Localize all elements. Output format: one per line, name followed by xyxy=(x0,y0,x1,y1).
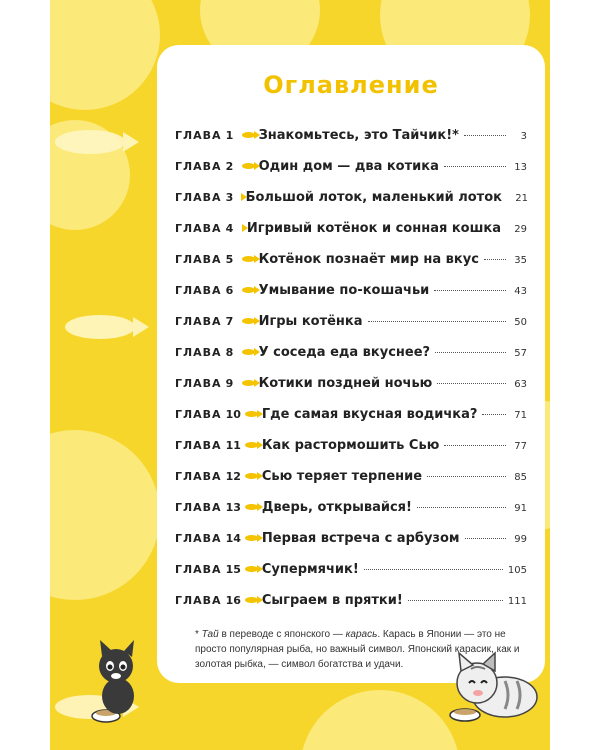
toc-entry[interactable] xyxy=(175,562,527,593)
dot-leader xyxy=(465,537,506,539)
chapter-title: Супермячик! xyxy=(261,562,359,577)
chapter-title: Котики поздней ночью xyxy=(258,376,433,391)
toc-entry[interactable] xyxy=(175,128,527,159)
toc-entry[interactable] xyxy=(175,500,527,531)
toc-list xyxy=(175,128,527,624)
chapter-label: ГЛАВА xyxy=(175,563,222,576)
chapter-number: 14 xyxy=(225,532,241,545)
toc-entry[interactable] xyxy=(175,283,527,314)
toc-entry[interactable] xyxy=(175,314,527,345)
chapter-label: ГЛАВА xyxy=(175,222,222,235)
page-number: 35 xyxy=(514,255,527,266)
fish-icon xyxy=(245,504,258,510)
chapter-number: 4 xyxy=(225,222,234,235)
fish-icon xyxy=(242,318,255,324)
decor-bubble xyxy=(50,0,160,110)
chapter-title: Сыграем в прятки! xyxy=(261,593,403,608)
chapter-number: 16 xyxy=(225,594,241,607)
footnote-text: . Карась в Японии — это не просто популярная рыба, но важный символ. Японский карасик, как и золотая рыбка, — символ богатства и удачи. xyxy=(195,629,520,670)
chapter-label: ГЛАВА xyxy=(175,408,222,421)
chapter-number: 13 xyxy=(225,501,241,514)
toc-entry[interactable] xyxy=(175,593,527,624)
grey-cat-illustration xyxy=(435,645,545,725)
chapter-label: ГЛАВА xyxy=(175,315,222,328)
chapter-title: Умывание по-кошачьи xyxy=(258,283,430,298)
chapter-title: Как растормошить Сью xyxy=(261,438,440,453)
dot-leader xyxy=(368,320,506,322)
fish-icon xyxy=(242,287,255,293)
dot-leader xyxy=(408,599,503,601)
fish-icon xyxy=(242,380,255,386)
chapter-number: 15 xyxy=(225,563,241,576)
footnote-star: * xyxy=(195,629,202,640)
toc-entry[interactable] xyxy=(175,252,527,283)
chapter-number: 8 xyxy=(225,346,234,359)
dot-leader xyxy=(444,444,506,446)
page-number: 63 xyxy=(514,379,527,390)
chapter-label: ГЛАВА xyxy=(175,160,222,173)
dot-leader xyxy=(464,134,506,136)
page-number: 105 xyxy=(507,565,527,576)
page-number: 85 xyxy=(514,472,527,483)
book-page xyxy=(50,0,550,750)
dot-leader xyxy=(434,289,506,291)
chapter-number: 1 xyxy=(225,129,234,142)
toc-entry[interactable] xyxy=(175,190,527,221)
chapter-number: 3 xyxy=(225,191,234,204)
fish-icon xyxy=(242,349,255,355)
fish-icon xyxy=(242,163,255,169)
chapter-label: ГЛАВА xyxy=(175,501,222,514)
toc-entry[interactable] xyxy=(175,469,527,500)
chapter-label: ГЛАВА xyxy=(175,439,222,452)
chapter-label: ГЛАВА xyxy=(175,253,222,266)
chapter-title: Знакомьтесь, это Тайчик!* xyxy=(258,128,459,143)
chapter-title: Дверь, открывайся! xyxy=(261,500,412,515)
toc-entry[interactable] xyxy=(175,159,527,190)
toc-entry[interactable] xyxy=(175,376,527,407)
fish-icon xyxy=(245,535,258,541)
page-number: 71 xyxy=(514,410,527,421)
page-number: 99 xyxy=(514,534,527,545)
chapter-title: Игривый котёнок и сонная кошка xyxy=(246,221,501,236)
chapter-title: Игры котёнка xyxy=(258,314,363,329)
decor-bubble xyxy=(50,430,160,600)
chapter-title: Первая встреча с арбузом xyxy=(261,531,460,546)
chapter-title: Один дом — два котика xyxy=(258,159,439,174)
dot-leader xyxy=(417,506,506,508)
footnote-meaning: карась xyxy=(345,629,378,640)
chapter-label: ГЛАВА xyxy=(175,191,222,204)
chapter-title: У соседа еда вкуснее? xyxy=(258,345,431,360)
chapter-label: ГЛАВА xyxy=(175,129,222,142)
chapter-label: ГЛАВА xyxy=(175,594,222,607)
page-number: 21 xyxy=(515,193,528,204)
page-title: Оглавление xyxy=(263,71,439,99)
chapter-label: ГЛАВА xyxy=(175,284,222,297)
page-number: 57 xyxy=(514,348,527,359)
chapter-number: 6 xyxy=(225,284,234,297)
toc-entry[interactable] xyxy=(175,221,527,252)
fish-icon xyxy=(242,225,243,231)
toc-entry[interactable] xyxy=(175,345,527,376)
decor-fish xyxy=(65,315,135,339)
page-number: 43 xyxy=(514,286,527,297)
footnote-text: в переводе с японского — xyxy=(218,629,346,640)
dot-leader xyxy=(444,165,506,167)
chapter-number: 2 xyxy=(225,160,234,173)
toc-entry[interactable] xyxy=(175,531,527,562)
chapter-label: ГЛАВА xyxy=(175,377,222,390)
dot-leader xyxy=(364,568,503,570)
fish-icon xyxy=(245,473,258,479)
decor-fish xyxy=(55,130,125,154)
dot-leader xyxy=(427,475,506,477)
page-number: 13 xyxy=(514,162,527,173)
chapter-label: ГЛАВА xyxy=(175,532,222,545)
chapter-label: ГЛАВА xyxy=(175,470,222,483)
dot-leader xyxy=(437,382,506,384)
chapter-title: Котёнок познаёт мир на вкус xyxy=(258,252,479,267)
black-kitten-illustration xyxy=(80,638,150,723)
chapter-title: Сью теряет терпение xyxy=(261,469,423,484)
dot-leader xyxy=(484,258,506,260)
page-number: 91 xyxy=(514,503,527,514)
footnote-term: Тай xyxy=(201,629,219,640)
fish-icon xyxy=(242,132,255,138)
fish-icon xyxy=(245,597,258,603)
fish-icon xyxy=(242,256,255,262)
toc-entry[interactable] xyxy=(175,407,527,438)
chapter-label: ГЛАВА xyxy=(175,346,222,359)
page-number: 50 xyxy=(514,317,527,328)
chapter-number: 12 xyxy=(225,470,241,483)
dot-leader xyxy=(482,413,506,415)
chapter-number: 10 xyxy=(225,408,241,421)
chapter-number: 11 xyxy=(225,439,241,452)
chapter-number: 7 xyxy=(225,315,234,328)
chapter-title: Где самая вкусная водичка? xyxy=(261,407,478,422)
page-number: 29 xyxy=(514,224,527,235)
chapter-title: Большой лоток, маленький лоток xyxy=(245,190,502,205)
toc-entry[interactable] xyxy=(175,438,527,469)
page-number: 111 xyxy=(507,596,527,607)
fish-icon xyxy=(245,442,258,448)
fish-icon xyxy=(245,411,258,417)
chapter-number: 5 xyxy=(225,253,234,266)
page-number: 77 xyxy=(514,441,527,452)
page-number: 3 xyxy=(520,131,527,142)
toc-card xyxy=(157,45,545,683)
dot-leader xyxy=(435,351,506,353)
fish-icon xyxy=(245,566,258,572)
chapter-number: 9 xyxy=(225,377,234,390)
